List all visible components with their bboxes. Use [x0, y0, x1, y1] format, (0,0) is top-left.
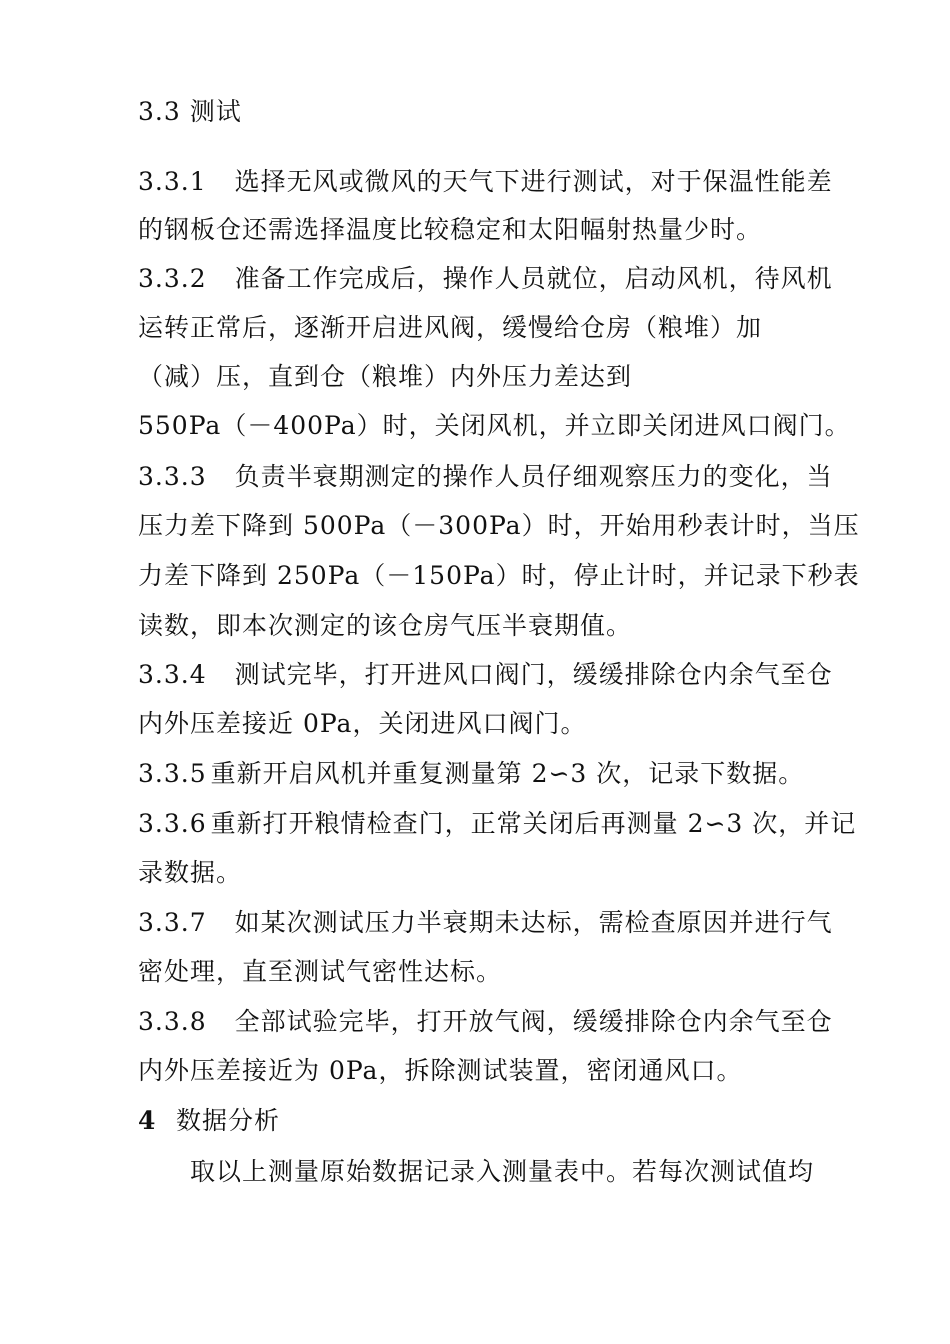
item-3-3-2-line-4: 550Pa（－400Pa）时，关闭风机，并立即关闭进风口阀门。	[138, 411, 851, 440]
item-text: 测试完毕，打开进风口阀门，缓缓排除仓内余气至仓	[234, 660, 833, 689]
item-3-3-1-line-1	[138, 166, 833, 198]
item-text: 全部试验完毕，打开放气阀，缓缓排除仓内余气至仓	[234, 1007, 833, 1036]
item-3-3-4-line-1	[138, 659, 833, 691]
section-heading-4	[138, 1105, 280, 1137]
item-number: 3.3.3	[138, 462, 207, 491]
item-number: 3.3.6	[138, 809, 207, 838]
item-text: 负责半衰期测定的操作人员仔细观察压力的变化，当	[234, 462, 833, 491]
item-3-3-3-line-2: 压力差下降到 500Pa（－300Pa）时，开始用秒表计时，当压	[138, 511, 860, 540]
item-3-3-8-line-2: 内外压差接近为 0Pa，拆除测试装置，密闭通风口。	[138, 1056, 743, 1085]
item-number: 3.3.8	[138, 1007, 207, 1036]
section-number: 4	[138, 1106, 157, 1135]
item-3-3-8-line-1	[138, 1006, 833, 1038]
item-3-3-3-line-1	[138, 461, 833, 493]
item-3-3-5-line-1	[138, 758, 804, 790]
item-3-3-3-line-4: 读数，即本次测定的该仓房气压半衰期值。	[138, 611, 633, 640]
item-number: 3.3.1	[138, 167, 207, 196]
section-heading-3-3: 3.3 测试	[138, 97, 242, 126]
item-number: 3.3.2	[138, 264, 207, 293]
item-3-3-2-line-1	[138, 263, 833, 295]
item-3-3-2-line-2: 运转正常后，逐渐开启进风阀，缓慢给仓房（粮堆）加	[138, 313, 763, 342]
item-text: 选择无风或微风的天气下进行测试，对于保温性能差	[234, 167, 833, 196]
item-3-3-7-line-1	[138, 907, 833, 939]
section-title: 数据分析	[176, 1106, 281, 1135]
item-3-3-6-line-1	[138, 808, 856, 840]
item-number: 3.3.5	[138, 759, 207, 788]
item-text: 如某次测试压力半衰期未达标，需检查原因并进行气	[234, 908, 833, 937]
item-3-3-7-line-2: 密处理，直至测试气密性达标。	[138, 957, 503, 986]
item-number: 3.3.4	[138, 660, 207, 689]
paragraph-4: 取以上测量原始数据记录入测量表中。若每次测试值均	[190, 1157, 815, 1186]
item-text: 重新开启风机并重复测量第 2∽3 次，记录下数据。	[210, 759, 805, 788]
item-3-3-3-line-3: 力差下降到 250Pa（－150Pa）时，停止计时，并记录下秒表	[138, 561, 860, 590]
item-text: 准备工作完成后，操作人员就位，启动风机，待风机	[234, 264, 833, 293]
item-3-3-2-line-3: （减）压，直到仓（粮堆）内外压力差达到	[138, 362, 633, 391]
item-number: 3.3.7	[138, 908, 207, 937]
item-3-3-4-line-2: 内外压差接近 0Pa，关闭进风口阀门。	[138, 709, 587, 738]
item-3-3-1-line-2: 的钢板仓还需选择温度比较稳定和太阳幅射热量少时。	[138, 215, 763, 244]
item-text: 重新打开粮情检查门，正常关闭后再测量 2∽3 次，并记	[210, 809, 857, 838]
item-3-3-6-line-2: 录数据。	[138, 858, 243, 887]
